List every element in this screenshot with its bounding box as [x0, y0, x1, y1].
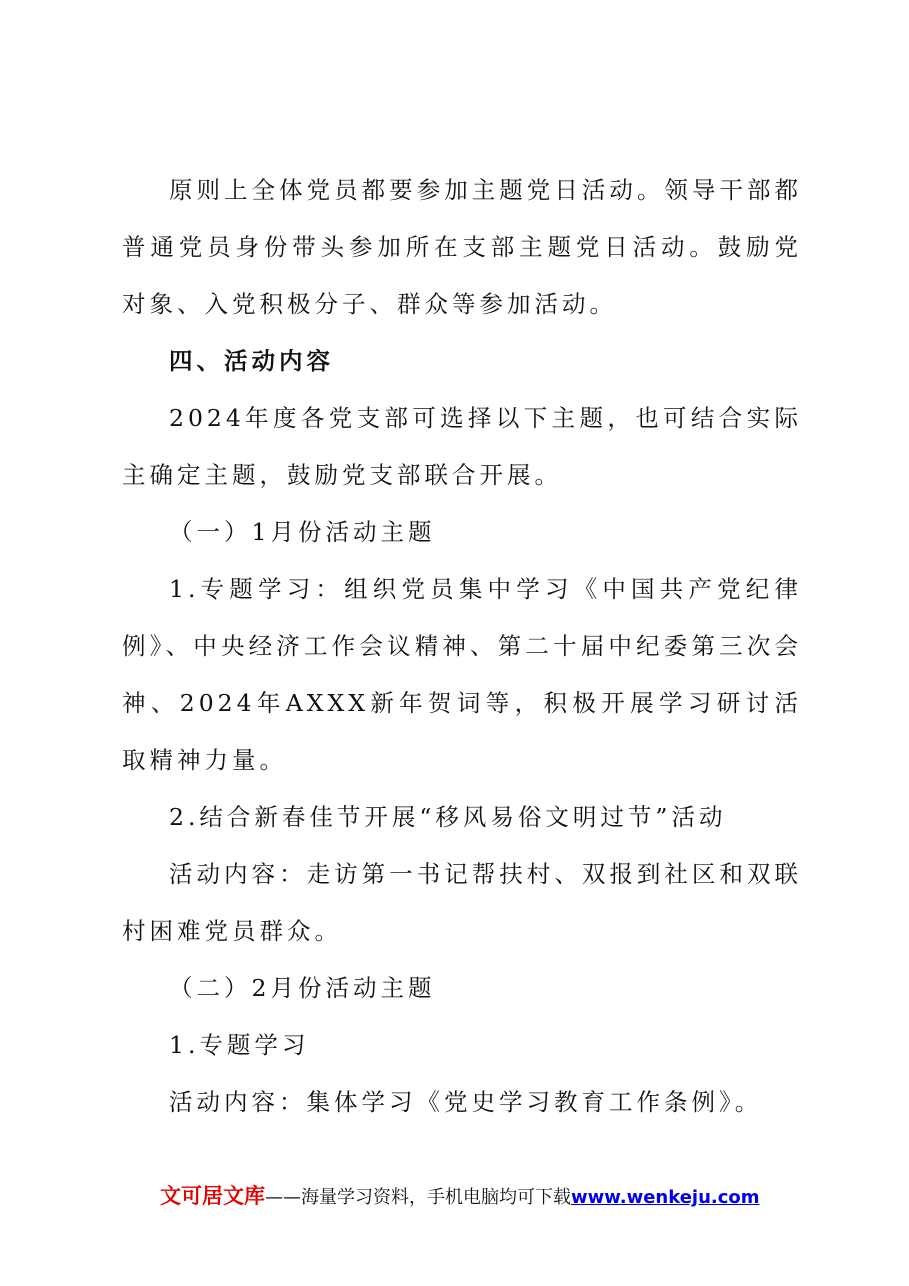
- paragraph-line: 主确定主题，鼓励党支部联合开展。: [122, 461, 562, 489]
- item-heading: 2.结合新春佳节开展“移风易俗文明过节”活动: [169, 803, 727, 831]
- section-heading: 四、活动内容: [169, 347, 334, 375]
- item-heading: 1.专题学习: [169, 1031, 310, 1059]
- subsection-heading: （一）1月份活动主题: [169, 518, 436, 546]
- document-body: [122, 162, 802, 1131]
- paragraph-line: 活动内容：集体学习《党史学习教育工作条例》。: [169, 1088, 763, 1116]
- footer-slogan: ——海量学习资料，手机电脑均可下载: [265, 1187, 571, 1208]
- paragraph-line: 神、2024年AXXX新年贺词等，积极开展学习研讨活: [122, 689, 802, 717]
- paragraph-line: 原则上全体党员都要参加主题党日活动。领导干部都: [169, 176, 802, 204]
- paragraph-line: 2024年度各党支部可选择以下主题，也可结合实际: [169, 404, 802, 432]
- footer-banner: [160, 1183, 860, 1211]
- paragraph-line: 例》、中央经济工作会议精神、第二十届中纪委第三次会: [122, 632, 802, 660]
- footer-brand: 文可居文库: [160, 1184, 265, 1208]
- paragraph-line: 取精神力量。: [122, 746, 287, 774]
- paragraph-line: 对象、入党积极分子、群众等参加活动。: [122, 290, 617, 318]
- paragraph-line: 活动内容：走访第一书记帮扶村、双报到社区和双联: [169, 860, 802, 888]
- footer-site-link[interactable]: www.wenkeju.com: [571, 1187, 760, 1208]
- paragraph-line: 1.专题学习：组织党员集中学习《中国共产党纪律: [169, 575, 802, 603]
- subsection-heading: （二）2月份活动主题: [169, 974, 436, 1002]
- paragraph-line: 普通党员身份带头参加所在支部主题党日活动。鼓励党: [122, 233, 802, 261]
- paragraph-line: 村困难党员群众。: [122, 917, 342, 945]
